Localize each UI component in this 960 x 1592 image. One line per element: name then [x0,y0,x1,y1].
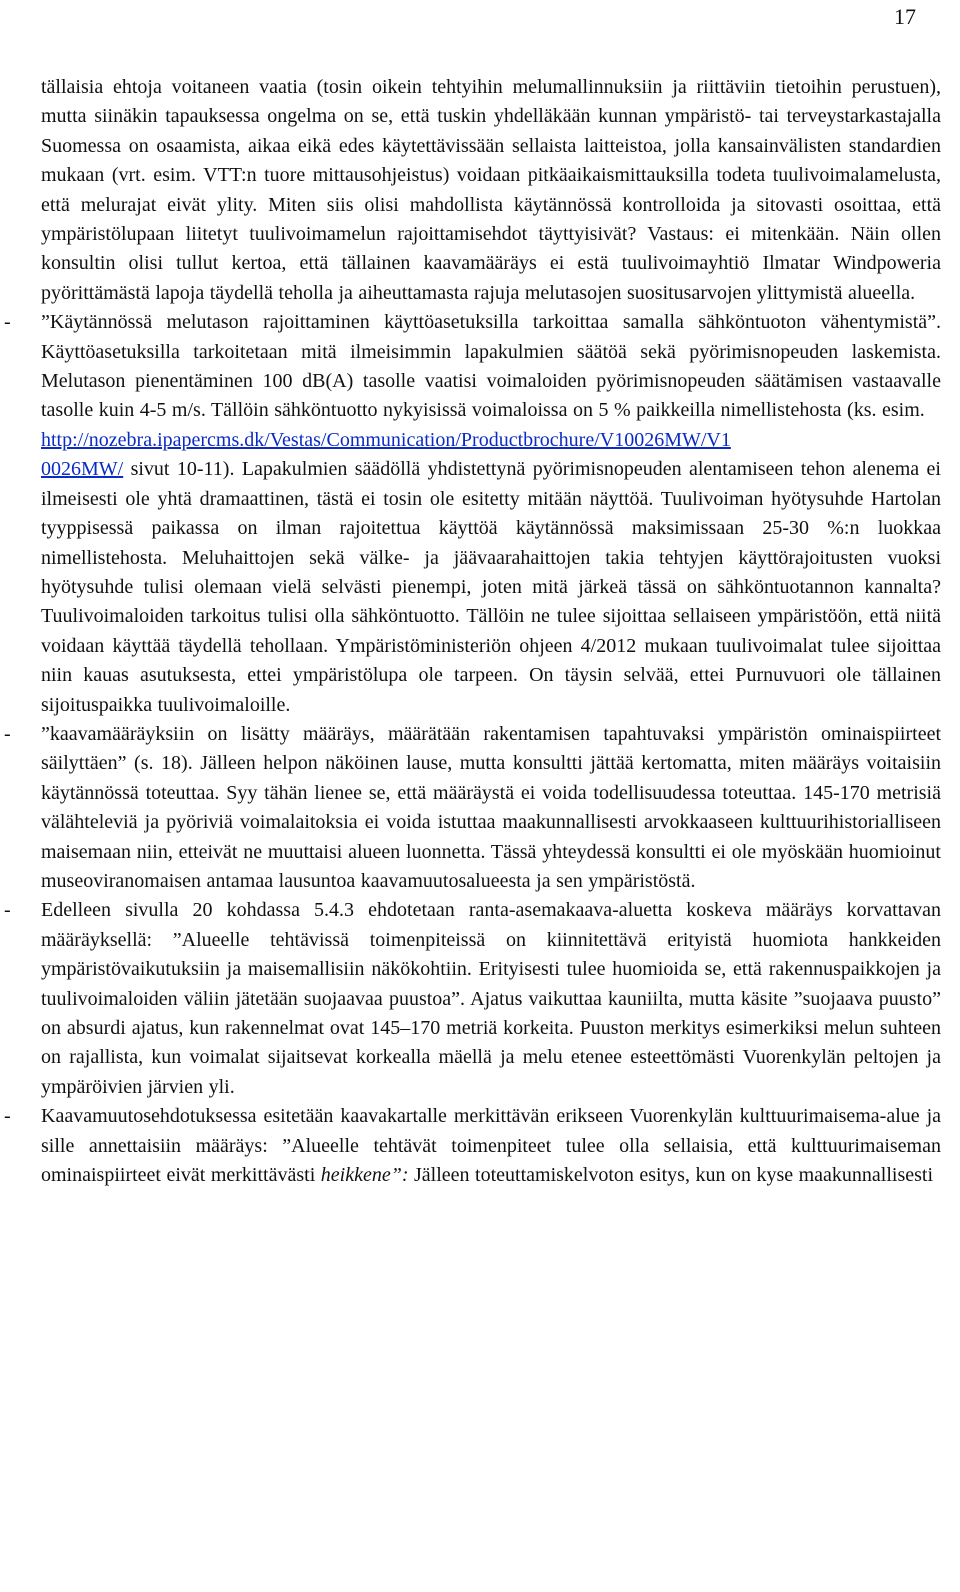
italic-quote-end: heikkene”: [320,1164,409,1187]
item-text: Kaavamuutosehdotuksessa esitetään kaavakartalle merkittävän erikseen Vuorenkylän kulttuurimaisema-alue ja sille annettaisiin määräys: ”Alueelle tehtävät toimenpiteet tulee olla sellaisia, että kulttuurimaiseman ominaispiirteet eivät merkittävästi [41,1105,941,1187]
list-item [4,720,941,896]
brochure-link-continued[interactable]: 0026MW/ [41,458,124,481]
item-text: Edelleen sivulla 20 kohdassa 5.4.3 ehdotetaan ranta-asemakaava-aluetta koskeva määräys korvattavan määräyksellä: ”Alueelle tehtävissä toimenpiteissä on kiinnitettävä erityistä huomiota hankkeiden ympäristövaikutuksiin ja maisemallisiin näkökohtiin. Erityisesti tulee huomioida se, että rakennuspaikkojen ja tuulivoimaloiden väliin jätetään suojaavaa puustoa”. Ajatus vaikuttaa kauniilta, mutta käsite ”suojaava puusto” on absurdi ajatus, kun rakennelmat ovat 145–170 metriä korkeita. Puuston merkitys esimerkiksi melun suhteen on rajallista, kun voimalat sijaitsevat korkealla mäellä ja melu etenee esteettömästi Vuorenkylän peltojen ja ympäröivien järvien yli. [41,899,941,1098]
list-item [4,1102,941,1190]
list-item [4,896,941,1102]
item-text: ”kaavamääräyksiin on lisätty määräys, määrätään rakentamisen tapahtuvaksi ympäristön ominaispiirteet säilyttäen” (s. 18). Jälleen helpon näköinen lause, mutta konsultti jättää kertomatta, miten määräys voitaisiin käytännössä toteuttaa. Syy tähän lienee se, että määräystä ei voida todellisuudessa toteuttaa. 145-170 metrisiä välähteleviä ja pyöriviä voimalaitoksia ei voida istuttaa maakunnallisesti arvokkaaseen kulttuurihistorialliseen maisemaan niin, etteivät ne muuttaisi alueen luonnetta. Tässä yhteydessä konsultti ei ole myöskään huomioinut museoviranomaisen antamaa lausuntoa kaavamuutosalueesta ja sen ympäristöstä. [41,722,941,892]
item-text-continued: sivut 10-11). Lapakulmien säädöllä yhdistettynä pyörimisnopeuden alentamiseen tehon alenema ei ilmeisesti ole yhtä dramaattinen, tästä ei tosin ole esitetty mitään näyttöä. Tuulivoiman hyötysuhde Hartolan tyyppisessä paikassa on ilman rajoitettua käyttöä käytännössä maksimissaan 25-30 %:n luokkaa nimellistehosta. Meluhaittojen sekä välke- ja jäävaarahaittojen takia tehtyjen käyttörajoitusten vuoksi hyötysuhde tulisi olemaan vielä selvästi pienempi, joten mitä järkeä tässä on sähköntuotannon kannalta? Tuulivoimaloiden tarkoitus tulisi olla sähköntuotto. Tällöin ne tulee sijoittaa sellaiseen ympäristöön, että niitä voidaan käyttää täydellä tehollaan. Ympäristöministeriön ohjeen 4/2012 mukaan tuulivoimalat tulee sijoittaa niin kauas asutuksesta, ettei ympäristölupa ole tarpeen. On täysin selvää, ettei Purnuvuori ole tällainen sijoituspaikka tuulivoimaloille. [41,458,941,716]
page-number: 17 [894,4,916,29]
list-item [4,308,941,720]
intro-paragraph: tällaisia ehtoja voitaneen vaatia (tosin oikein tehtyihin melumallinnuksiin ja riittäviin tietoihin perustuen), mutta siinäkin tapauksessa ongelma on se, että tuskin yhdelläkään kunnan ympäristö- tai terveystarkastajalla Suomessa on osaamista, aikaa eikä edes käytettävissään sellaista laitteistoa, jolla kansainvälisten standardien mukaan (vrt. esim. VTT:n tuore mittausohjeistus) voidaan pitkäaikaismittauksilla todeta tuulivoimalamelusta, että melurajat eivät ylity. Miten siis olisi mahdollista käytännössä kontrolloida ja sitovasti osoittaa, että ympäristölupaan liitetyt tuulivoimamelun rajoittamisehdot täyttyisivät? Vastaus: ei mitenkään. Näin ollen konsultin olisi tullut kertoa, että tällainen kaavamääräys ei estä tuulivoimayhtiö Ilmatar Windpoweria pyörittämästä lapoja täydellä teholla ja aiheuttamasta rajuja melutasojen suositusarvojen ylittymistä alueella. [41,76,941,304]
document-body [4,73,941,1190]
bullet-marker: - [4,722,11,745]
bullet-marker: - [4,899,11,922]
bullet-marker: - [4,311,11,334]
item-text-continued: Jälleen toteuttamiskelvoton esitys, kun on kyse maakunnallisesti [408,1164,934,1187]
bullet-marker: - [4,1105,11,1128]
item-text: ”Käytännössä melutason rajoittaminen käyttöasetuksilla tarkoittaa samalla sähköntuoton vähentymistä”. Käyttöasetuksilla tarkoitetaan mitä ilmeisimmin lapakulmien säätöä sekä pyörimisnopeuden laskemista. Melutason pienentäminen 100 dB(A) tasolle vaatisi voimaloiden pyörimisnopeuden säätämisen vastaavalle tasolle kuin 4-5 m/s. Tällöin sähköntuotto nykyisissä voimaloissa on 5 % paikkeilla nimellistehosta (ks. esim. [41,311,941,422]
brochure-link[interactable]: http://nozebra.ipapercms.dk/Vestas/Communication/Productbrochure/V10026MW/V1 [41,428,731,451]
